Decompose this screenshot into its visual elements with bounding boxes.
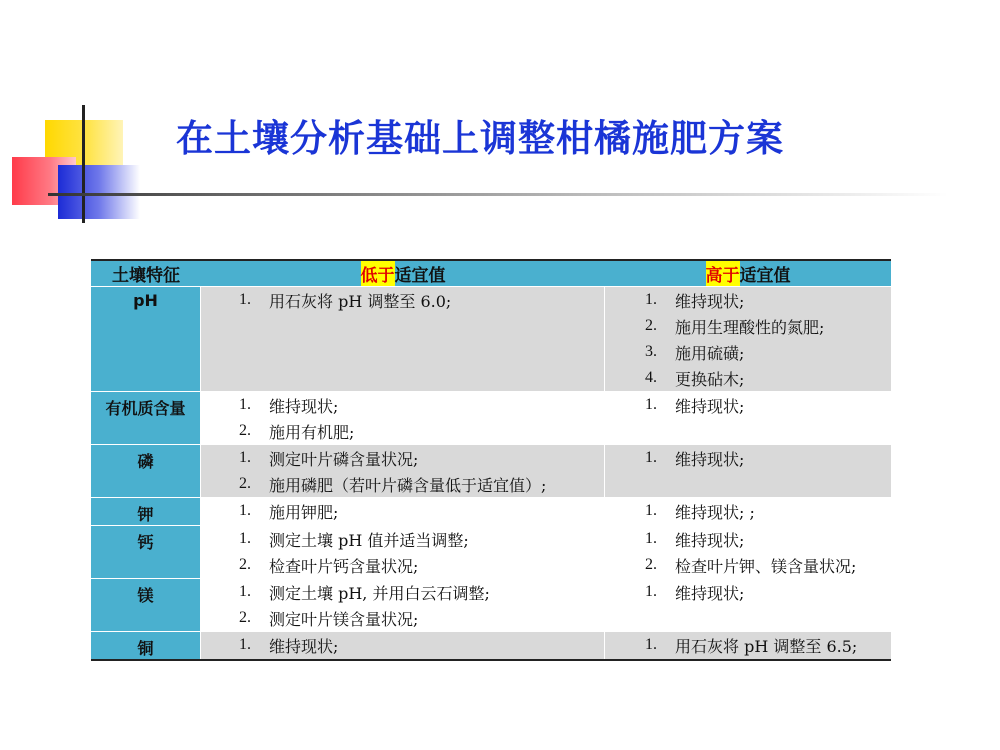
high-cell (605, 526, 891, 578)
feature-cell: 钾 (91, 498, 201, 525)
list-item (239, 579, 604, 605)
item-number: 2. (645, 317, 657, 334)
item-text: 检查叶片钾、镁含量状况; (675, 556, 857, 576)
list-item (645, 552, 891, 578)
item-text: 测定叶片镁含量状况; (269, 609, 419, 629)
feature-cell: pH (91, 287, 201, 391)
list-item (239, 287, 604, 313)
high-cell (605, 392, 891, 444)
item-text: 维持现状; (675, 530, 745, 550)
header-below-optimal (201, 261, 605, 286)
table-row (91, 579, 891, 632)
item-number: 1. (239, 396, 251, 413)
header-below-rest: 适宜值 (394, 266, 446, 286)
item-number: 1. (239, 291, 251, 308)
item-number: 1. (645, 396, 657, 413)
item-number: 1. (645, 636, 657, 653)
item-number: 1. (645, 449, 657, 466)
item-number: 1. (239, 502, 251, 519)
list-item (239, 471, 604, 497)
list-item (645, 313, 891, 339)
table-row (91, 632, 891, 661)
item-number: 4. (645, 369, 657, 386)
decor-vertical-line (82, 105, 85, 223)
header-above-rest: 适宜值 (739, 266, 791, 286)
list-item (645, 392, 891, 418)
item-number: 2. (239, 609, 251, 626)
list-item (645, 365, 891, 391)
list-item (239, 418, 604, 444)
item-text: 维持现状; (269, 636, 339, 656)
item-text: 维持现状; (675, 396, 745, 416)
low-cell (201, 287, 605, 391)
list-item (645, 632, 891, 658)
list-item (239, 392, 604, 418)
header-below-highlight: 低于 (361, 261, 395, 286)
list-item (645, 287, 891, 313)
item-text: 施用生理酸性的氮肥; (675, 317, 825, 337)
item-number: 1. (239, 583, 251, 600)
low-cell (201, 526, 605, 578)
high-cell (605, 632, 891, 659)
decor-blue-block (58, 165, 140, 219)
list-item (645, 445, 891, 471)
list-item (645, 526, 891, 552)
item-number: 2. (239, 422, 251, 439)
table-row (91, 287, 891, 392)
low-cell (201, 392, 605, 444)
item-text: 测定土壤 pH, 并用白云石调整; (269, 583, 490, 603)
high-cell (605, 579, 891, 631)
feature-cell: 铜 (91, 632, 201, 659)
high-cell (605, 445, 891, 497)
list-item (239, 552, 604, 578)
list-item (239, 632, 604, 658)
item-text: 施用有机肥; (269, 422, 355, 442)
item-text: 测定土壤 pH 值并适当调整; (269, 530, 469, 550)
decor-horizontal-rule (48, 193, 948, 196)
item-text: 施用钾肥; (269, 502, 339, 522)
table-row (91, 392, 891, 445)
item-text: 施用磷肥（若叶片磷含量低于适宜值）; (269, 475, 547, 495)
item-number: 3. (645, 343, 657, 360)
list-item (645, 579, 891, 605)
item-text: 测定叶片磷含量状况; (269, 449, 419, 469)
high-cell (605, 498, 891, 525)
item-text: 施用硫磺; (675, 343, 745, 363)
item-text: 用石灰将 pH 调整至 6.0; (269, 291, 452, 311)
list-item (645, 498, 891, 524)
item-number: 1. (645, 583, 657, 600)
item-number: 1. (239, 449, 251, 466)
item-number: 1. (645, 502, 657, 519)
fertilization-table (91, 259, 891, 661)
header-above-highlight: 高于 (706, 261, 740, 286)
item-text: 维持现状; (675, 583, 745, 603)
low-cell (201, 632, 605, 659)
list-item (645, 339, 891, 365)
low-cell (201, 445, 605, 497)
item-text: 维持现状; (269, 396, 339, 416)
item-number: 2. (645, 556, 657, 573)
feature-cell: 磷 (91, 445, 201, 497)
slide-title: 在土壤分析基础上调整柑橘施肥方案 (176, 117, 784, 160)
list-item (239, 605, 604, 631)
item-number: 2. (239, 556, 251, 573)
feature-cell: 镁 (91, 579, 201, 631)
header-soil-feature: 土壤特征 (112, 266, 180, 286)
item-number: 1. (645, 291, 657, 308)
table-row (91, 498, 891, 526)
item-text: 用石灰将 pH 调整至 6.5; (675, 636, 858, 656)
feature-cell: 有机质含量 (91, 392, 201, 444)
low-cell (201, 579, 605, 631)
item-text: 维持现状; ; (675, 502, 755, 522)
item-text: 维持现状; (675, 291, 745, 311)
list-item (239, 498, 604, 524)
table-row (91, 526, 891, 579)
item-number: 1. (239, 530, 251, 547)
item-text: 维持现状; (675, 449, 745, 469)
item-number: 2. (239, 475, 251, 492)
high-cell (605, 287, 891, 391)
header-above-optimal (605, 261, 891, 286)
list-item (239, 445, 604, 471)
item-number: 1. (645, 530, 657, 547)
list-item (239, 526, 604, 552)
table-row (91, 445, 891, 498)
table-header (91, 259, 891, 287)
item-text: 更换砧木; (675, 369, 745, 389)
item-number: 1. (239, 636, 251, 653)
feature-cell: 钙 (91, 526, 201, 578)
item-text: 检查叶片钙含量状况; (269, 556, 419, 576)
low-cell (201, 498, 605, 525)
